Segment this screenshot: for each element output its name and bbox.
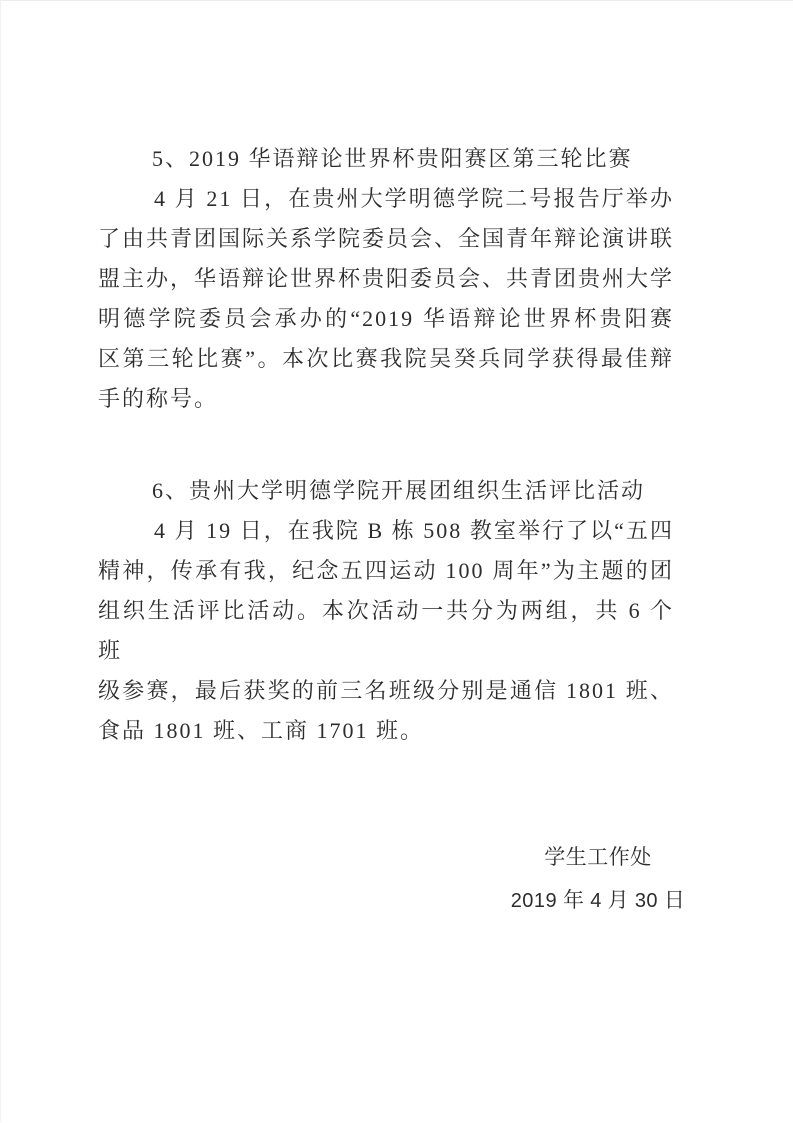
section-5-heading: 5、2019 华语辩论世界杯贵阳赛区第三轮比赛 — [152, 146, 633, 171]
signer-name: 学生工作处 — [544, 845, 652, 869]
signature-block — [498, 836, 698, 923]
document-page — [1, 1, 793, 1123]
paragraph-line: 了由共青团国际关系学院委员会、全国青年辩论演讲联 — [98, 226, 675, 251]
paragraph-line: 4 月 21 日，在贵州大学明德学院二号报告厅举办 — [154, 186, 674, 211]
date-day-label: 日 — [658, 888, 686, 912]
paragraph-line: 级参赛，最后获奖的前三名班级分别是通信 1801 班、 — [98, 678, 674, 703]
paragraph-line: 区第三轮比赛”。本次比赛我院吴癸兵同学获得最佳辩 — [98, 346, 674, 371]
date-month-label: 月 — [601, 888, 635, 912]
date-year-label: 年 — [557, 888, 591, 912]
paragraph-line: 精神，传承有我，纪念五四运动 100 周年”为主题的团 — [98, 558, 674, 583]
date-month: 4 — [590, 890, 602, 912]
signature-date — [498, 879, 698, 923]
section-5-paragraph — [98, 179, 674, 419]
paragraph-line: 明德学院委员会承办的“2019 华语辩论世界杯贵阳赛 — [98, 306, 674, 331]
paragraph-line: 食品 1801 班、工商 1701 班。 — [98, 718, 425, 743]
paragraph-line: 4 月 19 日，在我院 B 栋 508 教室举行了以“五四 — [154, 518, 674, 543]
section-6-paragraph — [98, 511, 674, 751]
paragraph-line: 组织生活评比活动。本次活动一共分为两组，共 6 个班 — [98, 598, 674, 663]
section-6-heading: 6、贵州大学明德学院开展团组织生活评比活动 — [152, 478, 646, 503]
date-year: 2019 — [510, 890, 558, 912]
paragraph-line: 盟主办，华语辩论世界杯贵阳委员会、共青团贵州大学 — [98, 266, 675, 291]
date-day: 30 — [634, 890, 659, 912]
paragraph-line: 手的称号。 — [98, 386, 219, 411]
